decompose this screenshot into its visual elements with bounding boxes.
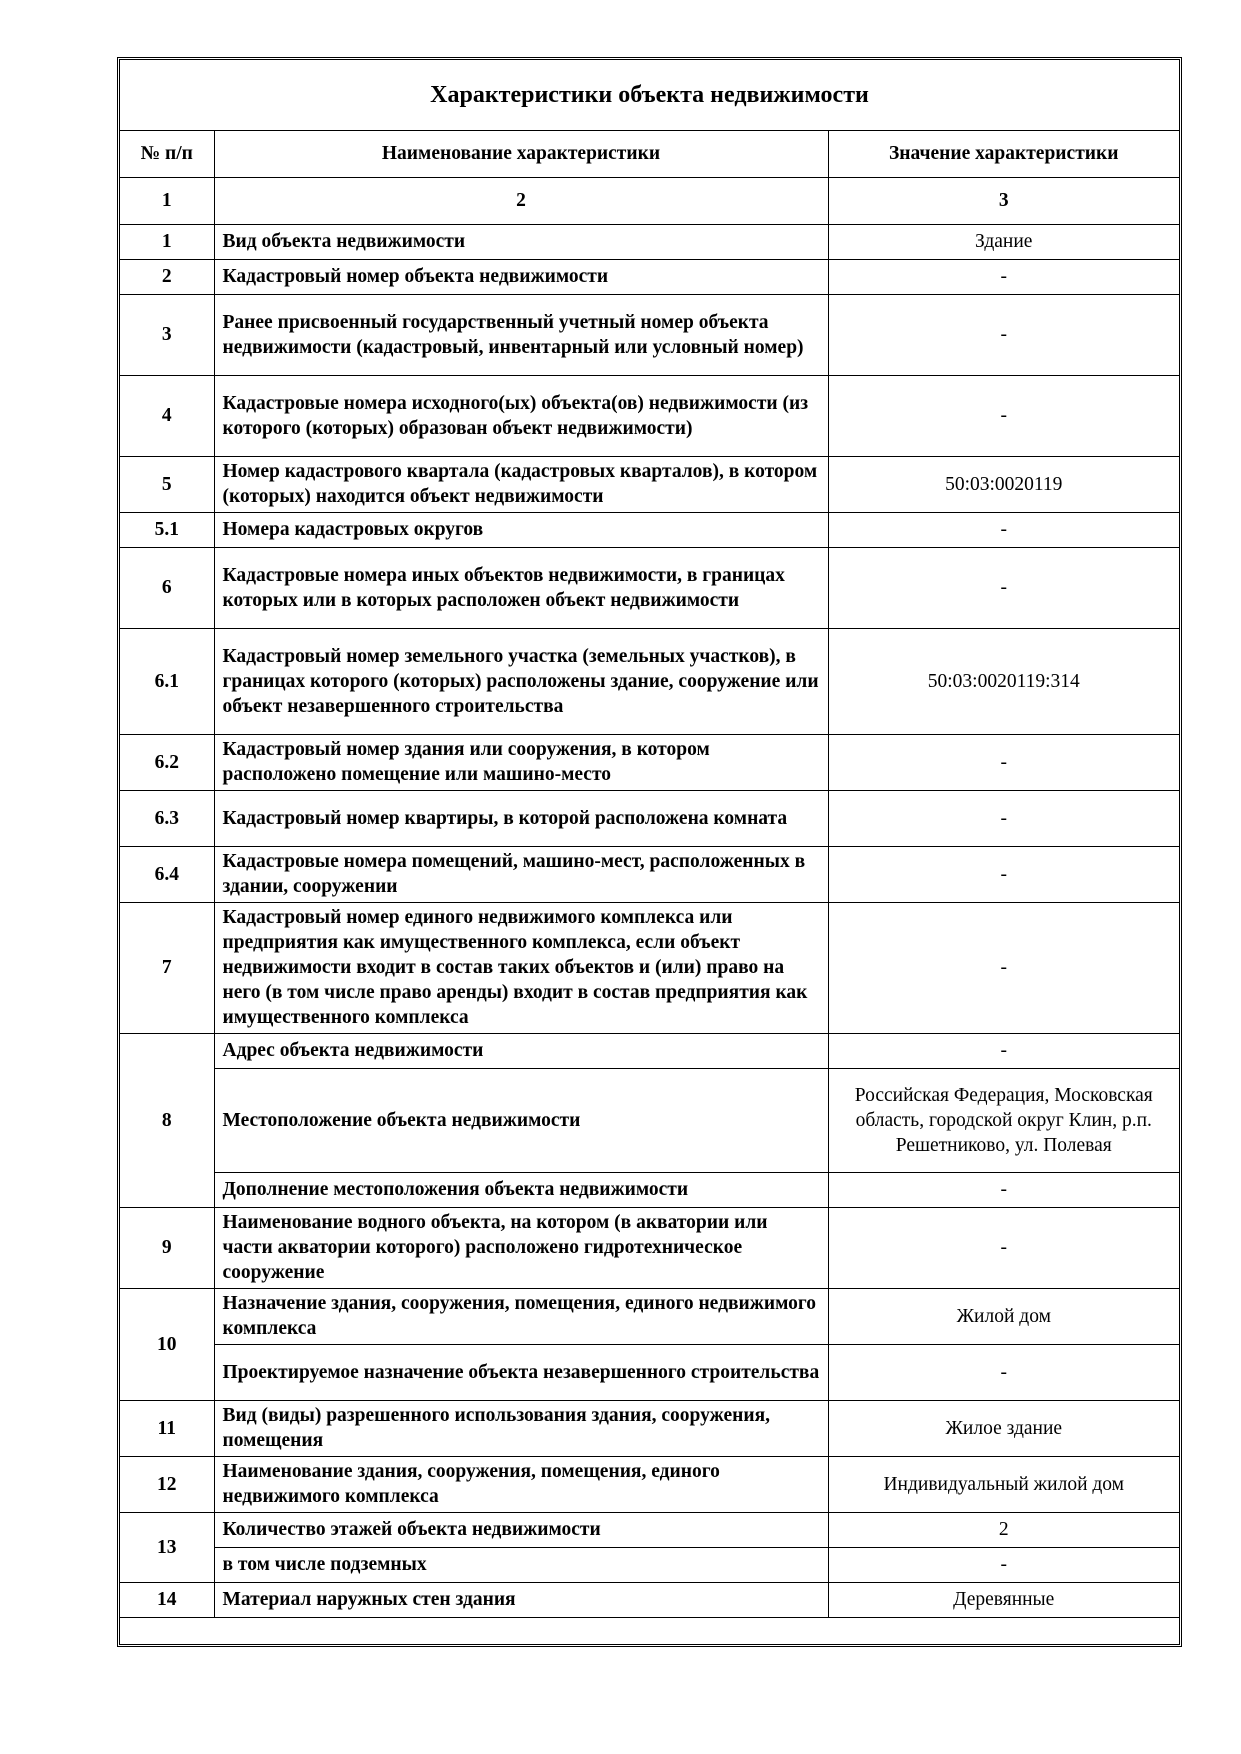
column-number: 2	[214, 177, 828, 224]
characteristic-name: Местоположение объекта недвижимости	[214, 1068, 828, 1172]
table-row	[120, 1400, 1179, 1456]
table-row	[120, 456, 1179, 512]
characteristic-value: -	[828, 1344, 1179, 1400]
characteristic-value: 50:03:0020119:314	[828, 628, 1179, 734]
characteristic-name: Дополнение местоположения объекта недвижимости	[214, 1172, 828, 1207]
table-row	[120, 512, 1179, 547]
header-value: Значение характеристики	[828, 130, 1179, 177]
characteristic-value: -	[828, 1172, 1179, 1207]
characteristic-value: -	[828, 375, 1179, 456]
characteristic-value: -	[828, 734, 1179, 790]
column-number-row	[120, 177, 1179, 224]
row-number: 6.1	[120, 628, 214, 734]
characteristic-value: Деревянные	[828, 1582, 1179, 1617]
characteristic-name: в том числе подземных	[214, 1547, 828, 1582]
characteristic-name: Адрес объекта недвижимости	[214, 1033, 828, 1068]
characteristic-name: Вид (виды) разрешенного использования здания, сооружения, помещения	[214, 1400, 828, 1456]
table-row	[120, 1456, 1179, 1512]
row-number: 12	[120, 1456, 214, 1512]
row-number: 6.2	[120, 734, 214, 790]
column-number: 3	[828, 177, 1179, 224]
row-number: 8	[120, 1033, 214, 1207]
row-number: 6.4	[120, 846, 214, 902]
characteristic-name: Кадастровые номера иных объектов недвижимости, в границах которых или в которых расположен объект недвижимости	[214, 547, 828, 628]
characteristic-name: Кадастровые номера исходного(ых) объекта(ов) недвижимости (из которого (которых) образован объект недвижимости)	[214, 375, 828, 456]
header-name: Наименование характеристики	[214, 130, 828, 177]
characteristic-name: Номер кадастрового квартала (кадастровых кварталов), в котором (которых) находится объект недвижимости	[214, 456, 828, 512]
table-row	[120, 846, 1179, 902]
row-number: 4	[120, 375, 214, 456]
characteristic-value: Российская Федерация, Московская область, городской округ Клин, р.п. Решетниково, ул. Полевая	[828, 1068, 1179, 1172]
row-number: 11	[120, 1400, 214, 1456]
characteristic-name: Кадастровый номер земельного участка (земельных участков), в границах которого (которых) расположены здание, сооружение или объект незавершенного строительства	[214, 628, 828, 734]
row-number: 5	[120, 456, 214, 512]
table-row	[120, 547, 1179, 628]
row-number: 14	[120, 1582, 214, 1617]
characteristic-name: Номера кадастровых округов	[214, 512, 828, 547]
characteristic-name: Назначение здания, сооружения, помещения, единого недвижимого комплекса	[214, 1288, 828, 1344]
characteristic-name: Вид объекта недвижимости	[214, 224, 828, 259]
characteristic-name: Кадастровый номер объекта недвижимости	[214, 259, 828, 294]
characteristic-name: Кадастровый номер единого недвижимого комплекса или предприятия как имущественного комплекса, если объект недвижимости входит в состав таких объектов и (или) право на него (в том числе право аренды) входит в состав предприятия как имущественного комплекса	[214, 902, 828, 1033]
table-footer-strip	[120, 1609, 1179, 1644]
characteristic-name: Наименование водного объекта, на котором (в акватории или части акватории которого) расположено гидротехническое сооружение	[214, 1207, 828, 1288]
characteristic-value: -	[828, 1547, 1179, 1582]
characteristic-value: 50:03:0020119	[828, 456, 1179, 512]
table-row	[120, 790, 1179, 846]
characteristic-value: -	[828, 1207, 1179, 1288]
characteristic-value: -	[828, 512, 1179, 547]
characteristic-value: -	[828, 902, 1179, 1033]
characteristic-value: Жилое здание	[828, 1400, 1179, 1456]
characteristics-table	[120, 130, 1179, 1618]
table-row	[120, 224, 1179, 259]
characteristic-value: -	[828, 846, 1179, 902]
row-number: 3	[120, 294, 214, 375]
table-row	[120, 294, 1179, 375]
table-row	[120, 1288, 1179, 1344]
table-row	[120, 1547, 1179, 1582]
characteristic-value: -	[828, 1033, 1179, 1068]
document-frame	[117, 57, 1182, 1647]
header-num: № п/п	[120, 130, 214, 177]
table-row	[120, 1068, 1179, 1172]
table-row	[120, 1172, 1179, 1207]
row-number: 13	[120, 1512, 214, 1582]
column-number: 1	[120, 177, 214, 224]
characteristic-value: -	[828, 790, 1179, 846]
table-row	[120, 734, 1179, 790]
table-row	[120, 902, 1179, 1033]
header-row	[120, 130, 1179, 177]
row-number: 7	[120, 902, 214, 1033]
row-number: 9	[120, 1207, 214, 1288]
table-row	[120, 628, 1179, 734]
characteristic-value: -	[828, 259, 1179, 294]
characteristic-name: Кадастровый номер здания или сооружения, в котором расположено помещение или машино-место	[214, 734, 828, 790]
table-row	[120, 1512, 1179, 1547]
row-number: 5.1	[120, 512, 214, 547]
row-number: 2	[120, 259, 214, 294]
document-title: Характеристики объекта недвижимости	[120, 60, 1179, 131]
table-row	[120, 375, 1179, 456]
characteristic-name: Наименование здания, сооружения, помещения, единого недвижимого комплекса	[214, 1456, 828, 1512]
characteristic-name: Кадастровый номер квартиры, в которой расположена комната	[214, 790, 828, 846]
table-row	[120, 1344, 1179, 1400]
characteristic-name: Количество этажей объекта недвижимости	[214, 1512, 828, 1547]
characteristic-value: -	[828, 294, 1179, 375]
table-row	[120, 1207, 1179, 1288]
characteristic-value: -	[828, 547, 1179, 628]
row-number: 6.3	[120, 790, 214, 846]
characteristic-name: Ранее присвоенный государственный учетный номер объекта недвижимости (кадастровый, инвентарный или условный номер)	[214, 294, 828, 375]
characteristic-name: Кадастровые номера помещений, машино-мест, расположенных в здании, сооружении	[214, 846, 828, 902]
row-number: 1	[120, 224, 214, 259]
row-number: 6	[120, 547, 214, 628]
table-row	[120, 259, 1179, 294]
characteristic-value: Здание	[828, 224, 1179, 259]
characteristic-value: Индивидуальный жилой дом	[828, 1456, 1179, 1512]
characteristic-value: Жилой дом	[828, 1288, 1179, 1344]
characteristic-value: 2	[828, 1512, 1179, 1547]
row-number: 10	[120, 1288, 214, 1400]
characteristic-name: Материал наружных стен здания	[214, 1582, 828, 1617]
characteristic-name: Проектируемое назначение объекта незавершенного строительства	[214, 1344, 828, 1400]
table-row	[120, 1033, 1179, 1068]
